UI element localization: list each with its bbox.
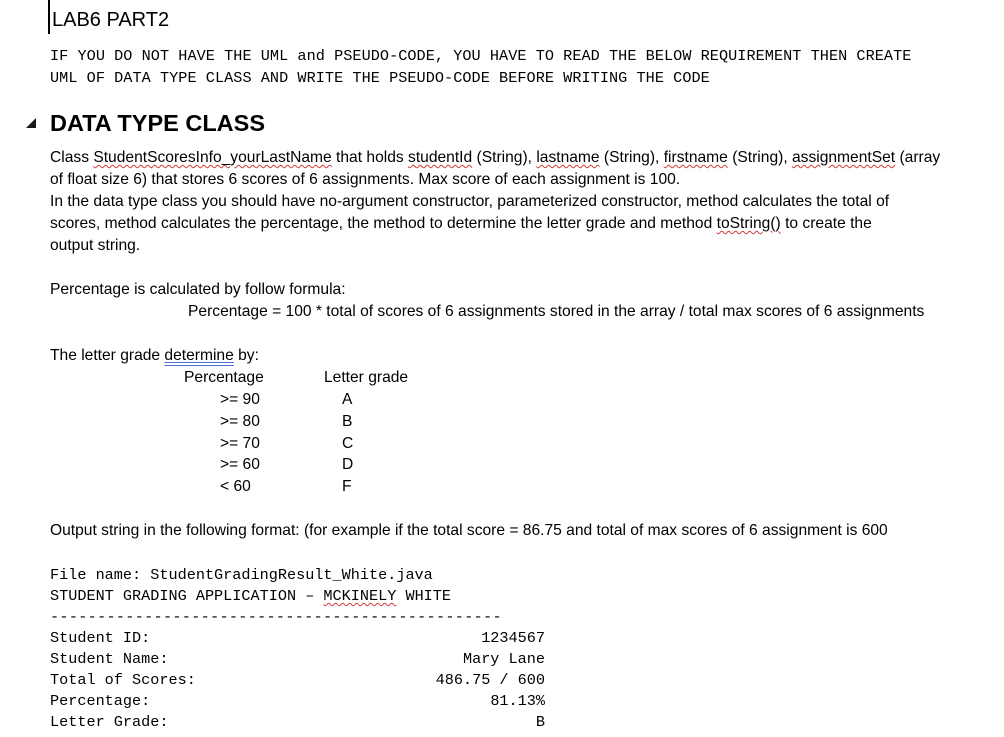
desc-text: (String),	[727, 149, 792, 166]
grade-row-letter: D	[342, 456, 354, 473]
collapse-triangle-icon[interactable]	[25, 116, 37, 134]
grade-row-pct: >= 70	[220, 435, 260, 452]
grade-table-header-letter: Letter grade	[324, 369, 409, 386]
grade-row-letter: C	[342, 435, 354, 452]
grade-row-letter: F	[342, 478, 352, 495]
formula-intro: Percentage is calculated by follow formula:	[50, 281, 346, 298]
intro-line-2: UML OF DATA TYPE CLASS AND WRITE THE PSEUDO-CODE BEFORE WRITING THE CODE	[50, 69, 710, 87]
desc-text: Class	[50, 149, 94, 166]
field-firstname: firstname	[663, 149, 728, 166]
field-assignmentset: assignmentSet	[791, 149, 896, 166]
grading-intro-word: determine	[164, 347, 234, 364]
grade-row-pct: >= 80	[220, 413, 260, 430]
output-value: 81.13%	[490, 692, 545, 710]
output-app-name: MCKINELY	[323, 587, 397, 605]
grade-row-letter: B	[342, 413, 353, 430]
output-label: Student Name:	[50, 650, 169, 668]
formula-text: Percentage = 100 * total of scores of 6 assignments stored in the array / total max scores of 6 assignments	[188, 303, 925, 320]
output-value: 1234567	[481, 629, 545, 647]
output-intro: Output string in the following format: (for example if the total score = 86.75 and total of max scores of 6 assignment is 600	[50, 522, 888, 539]
desc-line-3: In the data type class you should have no-argument constructor, parameterized constructor, method calculates the total of	[50, 193, 890, 210]
output-divider: ------------------------------------------------	[50, 608, 502, 626]
grading-intro-text: The letter grade	[50, 347, 165, 364]
output-label: Total of Scores:	[50, 671, 196, 689]
output-value: Mary Lane	[462, 650, 545, 668]
intro-line-1: IF YOU DO NOT HAVE THE UML and PSEUDO-CODE, YOU HAVE TO READ THE BELOW REQUIREMENT THEN CREATE	[50, 47, 912, 65]
desc-text: (String),	[472, 149, 537, 166]
text-cursor	[48, 0, 50, 34]
desc-text: (array	[895, 149, 941, 166]
grade-row-pct: >= 60	[220, 456, 260, 473]
output-app-line	[50, 587, 451, 605]
field-studentid: studentId	[408, 149, 473, 166]
output-label: Student ID:	[50, 629, 151, 647]
desc-line-1	[50, 149, 940, 167]
grade-row-pct: >= 90	[220, 391, 260, 408]
output-value: B	[535, 713, 545, 731]
grading-intro	[50, 347, 259, 365]
desc-text: to create the	[780, 215, 872, 232]
document-title: LAB6 PART2	[52, 9, 170, 31]
output-file-line: File name: StudentGradingResult_White.java	[50, 566, 433, 584]
section-heading: DATA TYPE CLASS	[50, 110, 265, 136]
desc-text: that holds	[331, 149, 409, 166]
grading-intro-text: by:	[233, 347, 259, 364]
class-name: StudentScoresInfo_yourLastName	[93, 149, 332, 166]
output-app-text: WHITE	[396, 587, 452, 605]
grade-row-letter: A	[342, 391, 353, 408]
grade-row-pct: < 60	[220, 478, 251, 495]
output-label: Letter Grade:	[50, 713, 169, 731]
output-app-text: STUDENT GRADING APPLICATION –	[50, 587, 324, 605]
desc-text: scores, method calculates the percentage, the method to determine the letter grade and method	[50, 215, 717, 232]
desc-line-2: of float size 6) that stores 6 scores of 6 assignments. Max score of each assignment is 100.	[50, 171, 681, 188]
field-lastname: lastname	[536, 149, 600, 166]
output-label: Percentage:	[50, 692, 151, 710]
desc-line-5: output string.	[50, 237, 141, 254]
desc-text: (String),	[599, 149, 664, 166]
output-value: 486.75 / 600	[435, 671, 545, 689]
desc-line-4	[50, 215, 872, 233]
method-tostring: toString()	[716, 215, 781, 232]
grade-table-header-percentage: Percentage	[184, 369, 264, 386]
